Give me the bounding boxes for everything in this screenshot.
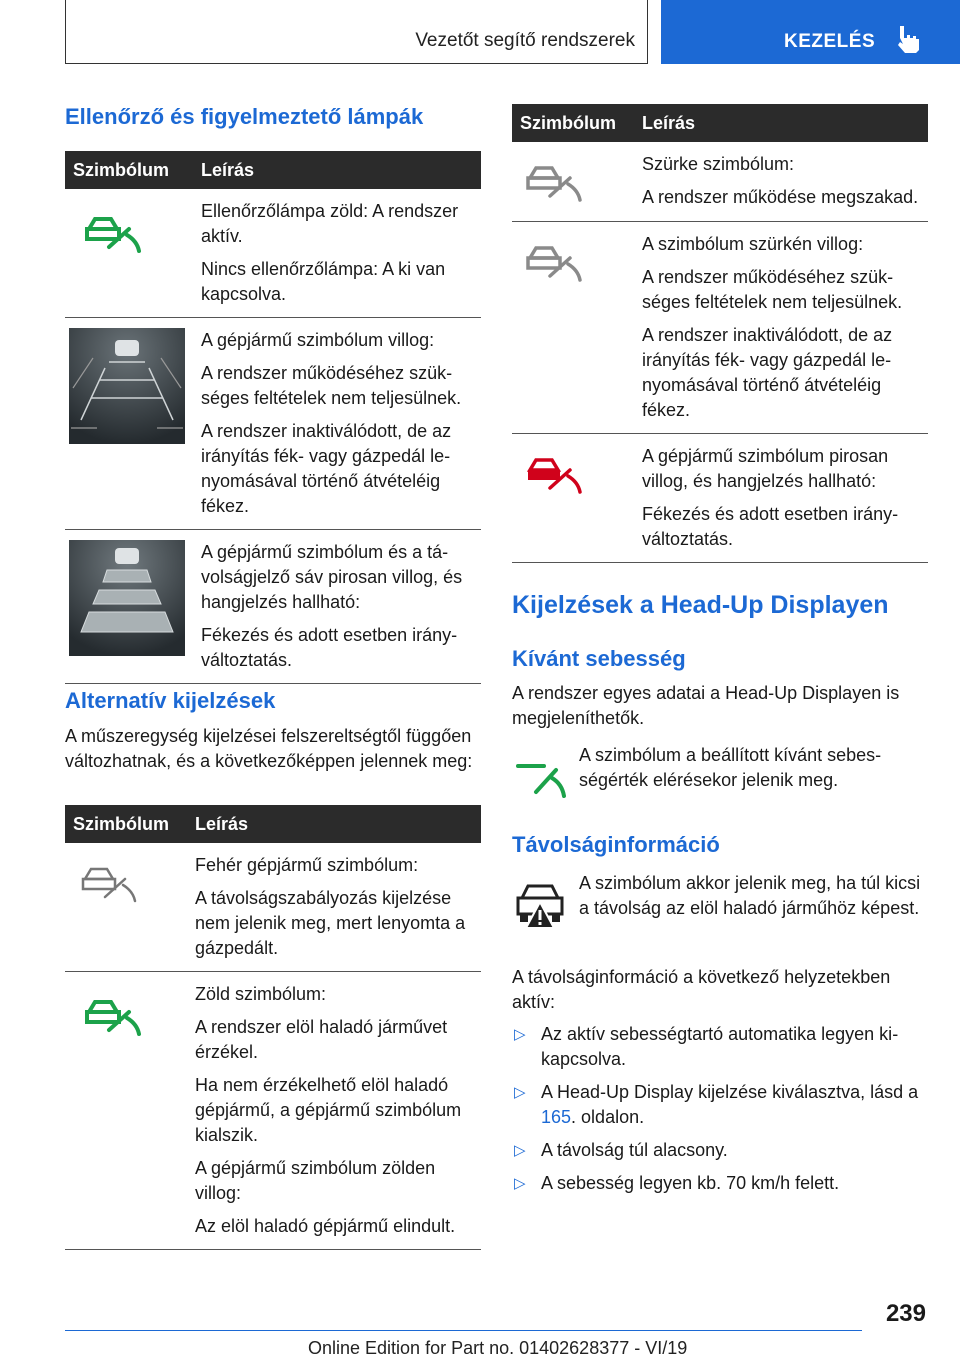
red-car-distance-icon <box>522 448 592 498</box>
description-line: A gépjármű szimbólum és a távolságjelző sáv pirosan villog, és hangjelzés hallható: <box>201 542 463 612</box>
table-row <box>65 843 481 972</box>
symbol-cell <box>65 318 193 530</box>
col-header-symbol: Szimbólum <box>512 104 634 142</box>
description-line: Fékezés és adott esetben irányváltoztatás. <box>642 504 899 549</box>
green-car-distance-icon <box>81 990 151 1040</box>
description-cell <box>193 189 481 318</box>
description-line: A távolságszabályozás kijelzése nem jelenik meg, mert lenyomta a gázpedált. <box>195 888 466 958</box>
description-line: A gépjármű szimbólum pirosan villog, és hangjelzés hallható: <box>642 446 889 491</box>
symbol-cell <box>65 530 193 684</box>
description-cell <box>187 972 481 1250</box>
pointing-hand-icon <box>894 24 922 54</box>
distance-text: A távolságinformáció a következő helyzetekben aktív: <box>512 967 891 1012</box>
white-car-distance-icon <box>77 857 147 907</box>
distance-icon-text: A szimbólum akkor jelenik meg, ha túl kicsi a távolság az elöl haladó járműhöz képest. <box>579 873 921 918</box>
vehicle-symbol-display-image <box>69 328 185 444</box>
table-row <box>512 142 928 222</box>
description-line: Fékezés és adott esetben irányváltoztatás. <box>201 625 458 670</box>
description-line: Fehér gépjármű szimbólum: <box>195 855 419 875</box>
list-item-text: A Head-Up Display kijelzése kiválasztva, lásd a <box>541 1082 919 1102</box>
table-row <box>65 530 481 684</box>
description-line: A rendszer működése megszakad. <box>642 187 919 207</box>
page-reference-link[interactable]: 165 <box>541 1107 572 1127</box>
description-line: A rendszer elöl haladó járművet érzékel. <box>195 1017 448 1062</box>
description-line: A gépjármű szimbólum villog: <box>201 330 435 350</box>
col-header-description: Leírás <box>634 104 928 142</box>
col-header-description: Leírás <box>193 151 481 189</box>
symbol-cell <box>512 222 634 434</box>
description-line: A gépjármű szimbólum zölden villog: <box>195 1158 436 1203</box>
list-item <box>512 1022 928 1072</box>
table-row <box>65 972 481 1250</box>
symbol-table-2 <box>65 805 481 1250</box>
symbol-cell <box>512 434 634 563</box>
symbol-table-1 <box>65 151 481 684</box>
grey-car-distance-icon <box>522 156 592 206</box>
description-line: Ellenőrzőlámpa zöld: A rendszer aktív. <box>201 201 459 246</box>
symbol-table-3 <box>512 104 928 563</box>
triangle-bullet-icon: ▷ <box>514 1142 526 1159</box>
grey-car-distance-icon <box>522 236 592 286</box>
footer-edition <box>308 1338 687 1359</box>
triangle-bullet-icon: ▷ <box>514 1084 526 1101</box>
description-cell <box>634 222 928 434</box>
description-cell <box>634 434 928 563</box>
description-cell <box>187 843 481 972</box>
desired-speed-icon-text: A szimbólum a beállított kívánt sebességérték elérésekor jelenik meg. <box>579 745 882 790</box>
symbol-cell <box>65 189 193 318</box>
col-header-symbol: Szimbólum <box>65 151 193 189</box>
list-item <box>512 1171 928 1196</box>
description-line: A rendszer inaktiválódott, de az irányítás fék- vagy gázpedál lenyomásával történő átvételéig fékez. <box>201 421 452 516</box>
list-item-text: . oldalon. <box>571 1107 645 1127</box>
triangle-bullet-icon: ▷ <box>514 1026 526 1043</box>
table-row <box>512 434 928 563</box>
distance-warning-car-icon <box>512 880 568 930</box>
footer-divider <box>65 1330 862 1331</box>
distance-bar-display-image <box>69 540 185 656</box>
table-row <box>65 318 481 530</box>
hud-speed-text: A rendszer egyes adatai a Head-Up Displayen is megjeleníthetők. <box>512 683 900 728</box>
description-cell <box>193 318 481 530</box>
section-title-warning-lamps: Ellenőrző és figyelmeztető lámpák <box>65 104 424 129</box>
description-cell <box>634 142 928 222</box>
table-row <box>512 222 928 434</box>
list-item-text: Az aktív sebességtartó automatika legyen kikapcsolva. <box>541 1024 899 1069</box>
list-item-text: A távolság túl alacsony. <box>541 1140 728 1160</box>
list-item-text: A sebesség legyen kb. 70 km/h felett. <box>541 1173 840 1193</box>
table-row <box>65 189 481 318</box>
description-line: A szimbólum szürkén villog: <box>642 234 864 254</box>
description-line: Szürke szimbólum: <box>642 154 795 174</box>
col-header-symbol: Szimbólum <box>65 805 187 843</box>
list-item <box>512 1138 928 1163</box>
description-line: Az elöl haladó gépjármű elindult. <box>195 1216 456 1236</box>
description-line: A rendszer inaktiválódott, de az irányítás fék- vagy gázpedál lenyomásával történő átvételéig fékez. <box>642 325 893 420</box>
description-line: A rendszer működéséhez szükséges feltételek nem teljesülnek. <box>642 267 903 312</box>
header-chapter-box <box>661 0 960 64</box>
distance-conditions-list <box>512 1022 928 1204</box>
description-line: Ha nem érzékelhető elöl haladó gépjármű, a gépjármű szimbólum kialszik. <box>195 1075 462 1145</box>
header-chapter-title: KEZELÉS <box>784 31 876 52</box>
col-header-description: Leírás <box>187 805 481 843</box>
header-section-box <box>65 0 648 64</box>
list-item <box>512 1080 928 1130</box>
symbol-cell <box>512 142 634 222</box>
section-title-hud: Kijelzések a Head-Up Displayen <box>512 591 889 619</box>
subsection-title-desired-speed: Kívánt sebesség <box>512 646 686 671</box>
description-line: Nincs ellenőrzőlámpa: A ki van kapcsolva. <box>201 259 446 304</box>
section-title-alternative: Alternatív kijelzések <box>65 688 276 713</box>
page-number: 239 <box>885 1300 926 1327</box>
description-cell <box>193 530 481 684</box>
alternative-text: A műszeregység kijelzései felszereltségtől függően változhatnak, és a következőképpen jelennek meg: <box>65 726 473 771</box>
green-car-distance-icon <box>81 207 151 257</box>
header-section-title: Vezetőt segítő rendszerek <box>415 30 635 51</box>
symbol-cell <box>65 843 187 972</box>
footer-edition-text: Online Edition for Part no. 01402628377 - VI/19 <box>308 1338 688 1358</box>
symbol-cell <box>65 972 187 1250</box>
subsection-title-distance-info: Távolságinformáció <box>512 832 720 857</box>
description-line: A rendszer működéséhez szükséges feltételek nem teljesülnek. <box>201 363 462 408</box>
triangle-bullet-icon: ▷ <box>514 1175 526 1192</box>
description-line: Zöld szimbólum: <box>195 984 327 1004</box>
desired-speed-icon <box>512 752 570 802</box>
